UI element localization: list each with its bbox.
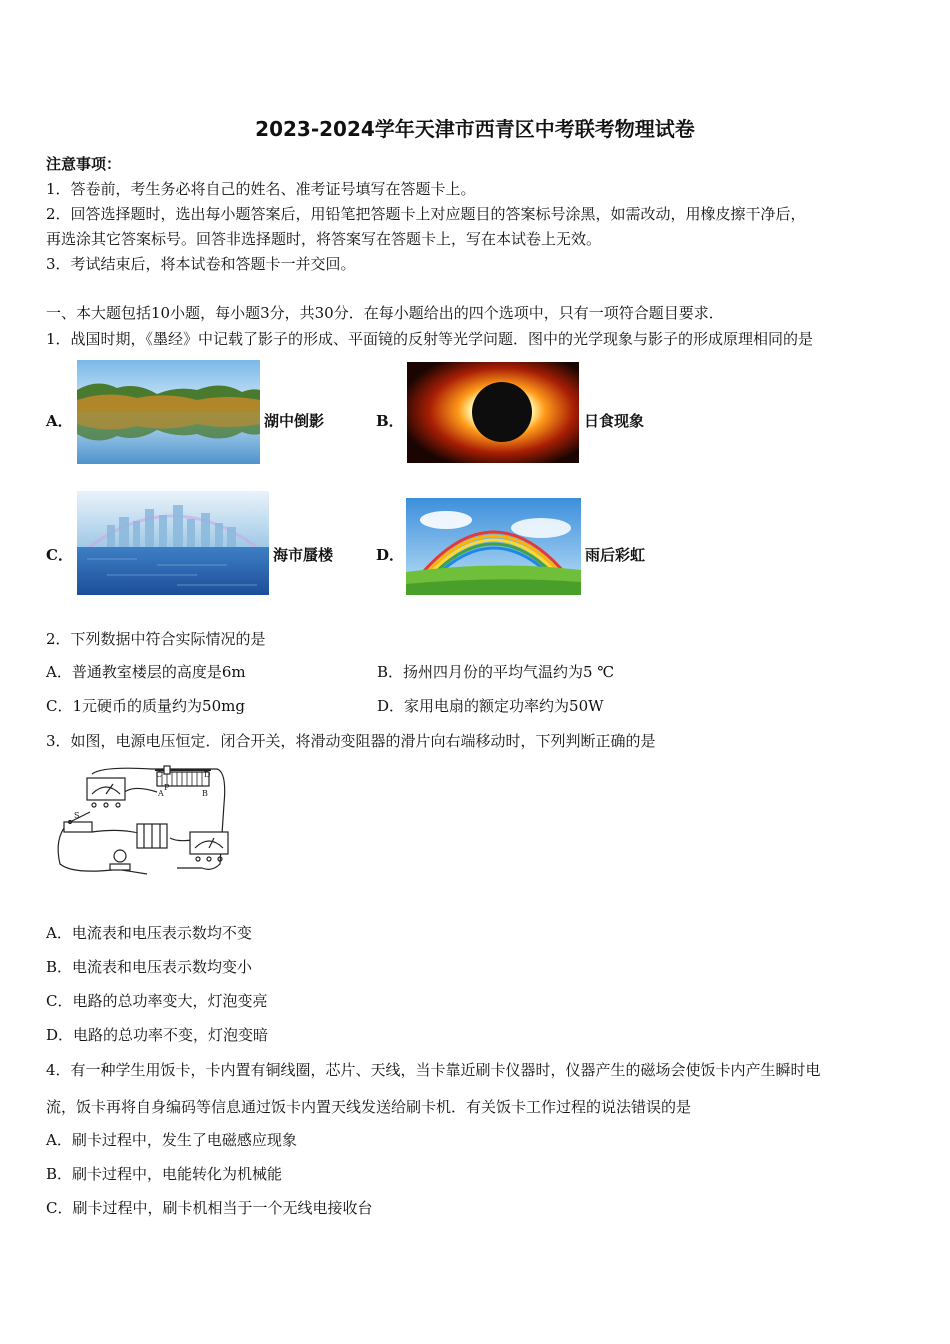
notice-item-1: 1．答卷前，考生务必将自己的姓名、准考证号填写在答题卡上。 — [46, 180, 476, 198]
label-c: C — [156, 770, 163, 779]
q1-option-d-caption: 雨后彩虹 — [585, 546, 646, 564]
q3-option-d: D．电路的总功率不变，灯泡变暗 — [46, 1026, 269, 1044]
solar-eclipse-image — [407, 362, 579, 463]
q1-option-a-letter: A． — [46, 412, 73, 430]
rainbow-image — [406, 498, 581, 595]
label-b: B — [202, 789, 208, 798]
label-d: D — [204, 770, 211, 779]
notice-item-3: 3．考试结束后，将本试卷和答题卡一并交回。 — [46, 255, 356, 273]
q2-option-a: A．普通教室楼层的高度是6m — [46, 663, 246, 681]
q2-stem: 2．下列数据中符合实际情况的是 — [46, 630, 266, 648]
q1-option-b-caption: 日食现象 — [584, 412, 645, 430]
q1-option-a-caption: 湖中倒影 — [264, 412, 325, 430]
battery-icon — [137, 824, 167, 848]
section-heading: 一、本大题包括10小题，每小题3分，共30分．在每小题给出的四个选项中，只有一项符合题目要求． — [46, 304, 724, 322]
q4-option-a: A．刷卡过程中，发生了电磁感应现象 — [46, 1131, 297, 1149]
q1-option-c-caption: 海市蜃楼 — [273, 546, 334, 564]
q1-stem: 1．战国时期，《墨经》中记载了影子的形成、平面镜的反射等光学问题．图中的光学现象与影子的形成原理相同的是 — [46, 330, 814, 348]
ammeter-icon — [190, 832, 228, 861]
notice-heading: 注意事项： — [46, 155, 122, 173]
label-a: A — [158, 789, 164, 798]
page-title: 2023-2024学年天津市西青区中考联考物理试卷 — [255, 117, 695, 141]
voltmeter-icon — [87, 778, 125, 807]
q2-option-b: B．扬州四月份的平均气温约为5 ℃ — [377, 663, 615, 681]
q4-stem-line-1: 4．有一种学生用饭卡，卡内置有铜线圈，芯片、天线，当卡靠近刷卡仪器时，仪器产生的磁场会使饭卡内产生瞬时电 — [46, 1061, 821, 1079]
lake-reflection-image — [77, 360, 260, 464]
q3-stem: 3．如图，电源电压恒定．闭合开关，将滑动变阻器的滑片向右端移动时，下列判断正确的是 — [46, 732, 656, 750]
notice-item-2-line-2: 再选涂其它答案标号。回答非选择题时，将答案写在答题卡上，写在本试卷上无效。 — [46, 230, 602, 248]
q2-option-d: D．家用电扇的额定功率约为50W — [377, 697, 604, 715]
q2-option-c: C．1元硬币的质量约为50mg — [46, 697, 245, 715]
label-p: P — [164, 783, 170, 792]
label-s: S — [74, 811, 80, 820]
circuit-diagram — [52, 764, 232, 882]
q3-option-c: C．电路的总功率变大，灯泡变亮 — [46, 992, 268, 1010]
q4-option-b: B．刷卡过程中，电能转化为机械能 — [46, 1165, 283, 1183]
q1-option-c-letter: C． — [46, 546, 73, 564]
q4-option-c: C．刷卡过程中，刷卡机相当于一个无线电接收台 — [46, 1199, 373, 1217]
q3-option-a: A．电流表和电压表示数均不变 — [46, 924, 252, 942]
mirage-image — [77, 491, 269, 595]
q3-option-b: B．电流表和电压表示数均变小 — [46, 958, 253, 976]
bulb-icon — [110, 850, 130, 870]
q4-stem-line-2: 流，饭卡再将自身编码等信息通过饭卡内置天线发送给刷卡机．有关饭卡工作过程的说法错误的是 — [46, 1098, 692, 1116]
q1-option-d-letter: D． — [376, 546, 405, 564]
q1-option-b-letter: B． — [376, 412, 404, 430]
notice-item-2-line-1: 2．回答选择题时，选出每小题答案后，用铅笔把答题卡上对应题目的答案标号涂黑，如需改动，用橡皮擦干净后， — [46, 205, 806, 223]
